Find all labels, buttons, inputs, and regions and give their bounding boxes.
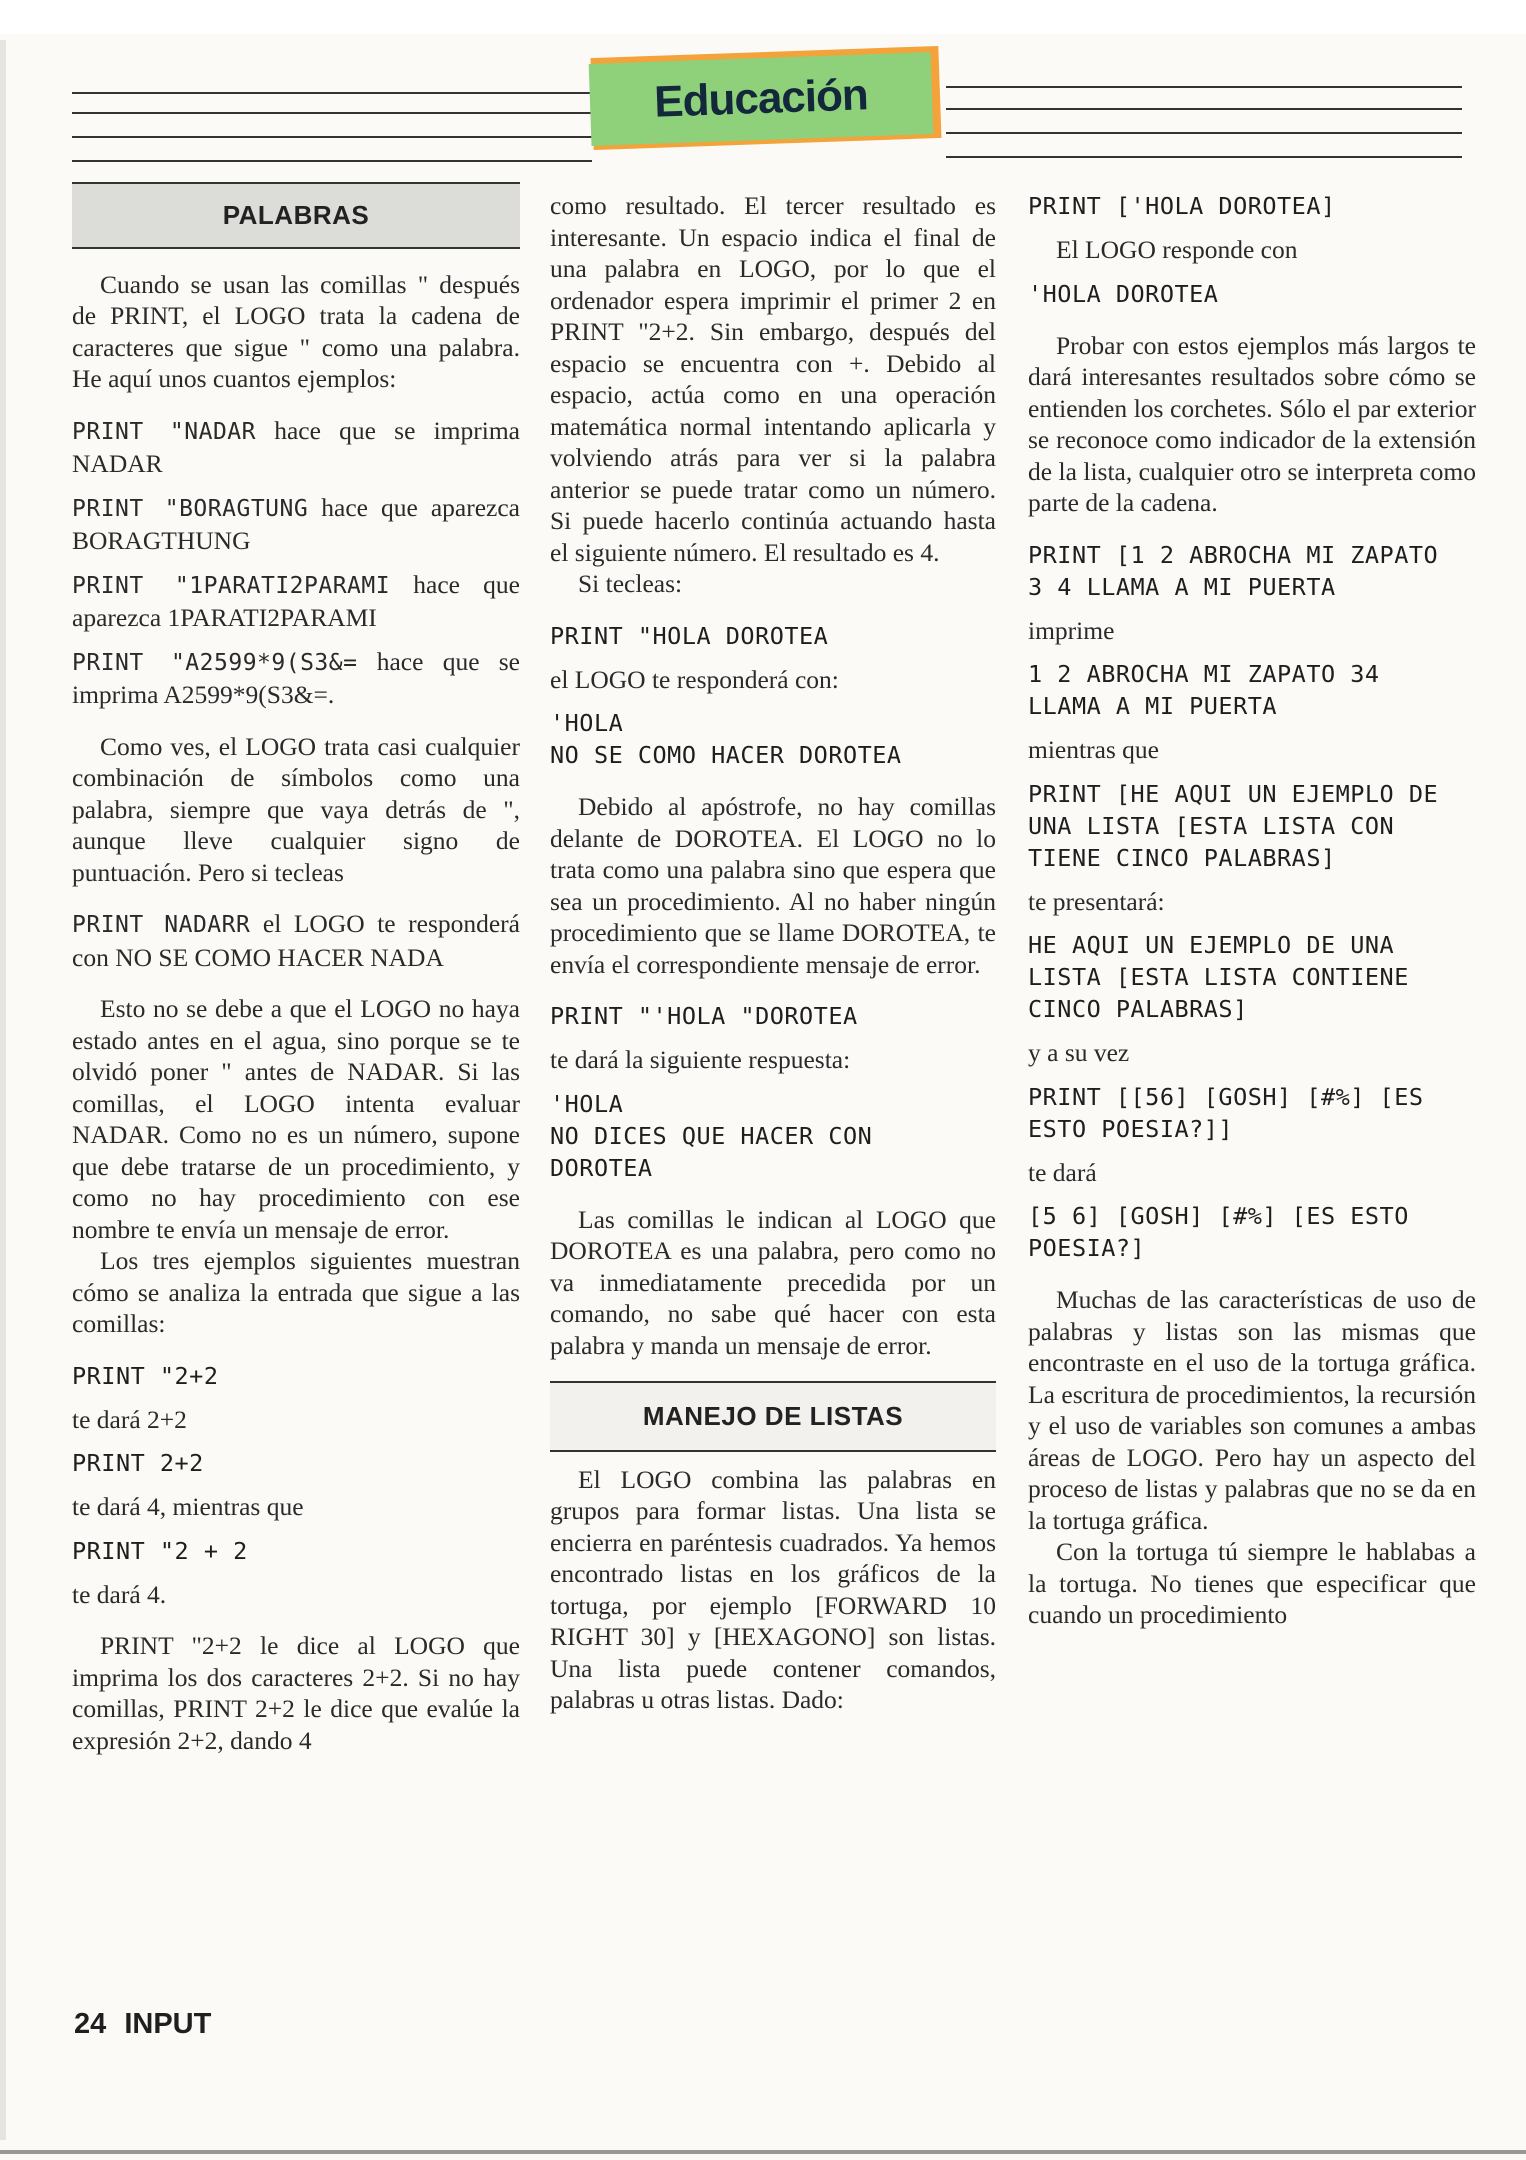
paragraph: Probar con estos ejemplos más largos te dará interesantes resultados sobre cómo se entienden los corchetes. Sólo el par exterior se reconoce como indicador de la extensión de la lista, cualquier otro se interpreta como parte de la cadena. (1028, 330, 1476, 517)
paragraph: te dará (1028, 1157, 1097, 1187)
code-block: PRINT "HOLA DOROTEA (550, 621, 829, 650)
paragraph: Los tres ejemplos siguientes muestran cómo se analiza la entrada que sigue a las comillas: (72, 1246, 520, 1338)
column-2 (550, 190, 996, 1716)
page-footer (74, 2008, 211, 2041)
paragraph: como resultado. El tercer resultado es interesante. Un espacio indica el final de una palabra en LOGO, por lo que el ordenador espera imprimir el primer 2 en PRINT "2+2. Sin embargo, después del espacio se encuentra con +. Debido al espacio, actúa como en una operación matemática normal intentando aplicarla y volviendo atrás para ver si la palabra anterior se puede tratar como un número. Si puede hacerlo continúa actuando hasta el siguiente número. El resultado es 4. (550, 191, 996, 567)
example-text: hace que aparezca 1PARATI2PARAMI (72, 569, 520, 632)
paragraph: Cuando se usan las comillas " después de PRINT, el LOGO trata la cadena de caracteres que sigue " como una palabra. He aquí unos cuantos ejemplos: (72, 269, 520, 393)
paragraph: Muchas de las características de uso de palabras y listas son las mismas que encontraste en el uso de la tortuga gráfica. La escritura de procedimientos, la recursión y el uso de variables son comunes a ambas áreas de LOGO. Pero hay un aspecto del proceso de listas y palabras que no se da en la tortuga gráfica. (1028, 1285, 1476, 1535)
paragraph: El LOGO combina las palabras en grupos para formar listas. Una lista se encierra en paréntesis cuadrados. Ya hemos encontrado listas en los gráficos de la tortuga, por ejemplo [FORWARD 10 RIGHT 30] y [HEXAGONO] son listas. Una lista puede contener comandos, palabras u otras listas. Dado: (550, 1464, 996, 1714)
example-line (72, 908, 520, 973)
code-block: PRINT 2+2 (72, 1449, 204, 1477)
header-rule (72, 112, 592, 114)
column-1 (72, 182, 520, 1756)
page-number: 24 (74, 2008, 107, 2040)
paragraph: te dará 4, mientras que (72, 1492, 304, 1521)
code-block: 'HOLA NO DICES QUE HACER CON DOROTEA (550, 1089, 873, 1182)
code-block: PRINT "2+2 (72, 1361, 219, 1390)
code-block: PRINT [1 2 ABROCHA MI ZAPATO 3 4 LLAMA A MI PUERTA (1028, 540, 1439, 601)
paragraph: Las comillas le indican al LOGO que DOROTEA es una palabra, pero como no va inmediatamente precedida por un comando, no sabe qué hacer con esta palabra y manda un mensaje de error. (550, 1204, 996, 1360)
header-rule (72, 92, 592, 94)
code-block: 'HOLA DOROTEA (1028, 279, 1219, 308)
section-header-title: Educación (653, 70, 869, 127)
code-block: [5 6] [GOSH] [#%] [ES ESTO POESIA?] (1028, 1202, 1409, 1262)
header-rule (946, 108, 1462, 110)
paragraph: te dará 2+2 (72, 1404, 187, 1434)
header-rule (946, 86, 1462, 88)
code-block: PRINT [[56] [GOSH] [#%] [ES ESTO POESIA?]] (1028, 1082, 1424, 1143)
code-block: HE AQUI UN EJEMPLO DE UNA LISTA [ESTA LISTA CONTIENE CINCO PALABRAS] (1028, 931, 1409, 1023)
paragraph: Como ves, el LOGO trata casi cualquier combinación de símbolos como una palabra, siempre que vaya detrás de ", aunque lleve cualquier signo de puntuación. Pero si tecleas (72, 731, 520, 887)
code-inline: PRINT "1PARATI2PARAMI (72, 572, 391, 599)
paragraph: el LOGO te responderá con: (550, 664, 839, 694)
code-inline: PRINT "A2599*9(S3&= (72, 649, 358, 676)
publication-name: INPUT (124, 2008, 212, 2040)
code-block: 'HOLA NO SE COMO HACER DOROTEA (550, 709, 902, 769)
paragraph: imprime (1028, 615, 1115, 645)
page-edge (0, 40, 6, 2140)
paragraph: Esto no se debe a que el LOGO no haya estado antes en el agua, sino porque se te olvidó poner " antes de NADAR. Si las comillas, el LOGO intenta evaluar NADAR. Como no es un número, supone que debe tratarse de un procedimiento, y como no hay procedimiento con ese nombre te envía un mensaje de error. (72, 994, 520, 1244)
example-line (72, 569, 520, 634)
paragraph: te dará 4. (72, 1579, 167, 1609)
bottom-edge (0, 2150, 1526, 2154)
example-line (72, 646, 520, 711)
header-tab (589, 52, 934, 146)
example-line (72, 492, 520, 557)
code-block: PRINT "'HOLA "DOROTEA (550, 1002, 858, 1030)
code-inline: PRINT NADARR (72, 912, 251, 938)
example-line (72, 415, 520, 480)
paragraph: Con la tortuga tú siempre le hablabas a la tortuga. No tienes que especificar que cuando un procedimiento (1028, 1537, 1476, 1629)
code-block: PRINT "2 + 2 (72, 1536, 248, 1565)
example-text: el LOGO te responderá con NO SE COMO HACER NADA (72, 909, 520, 972)
paragraph: El LOGO responde con (1056, 235, 1298, 264)
paragraph: PRINT "2+2 le dice al LOGO que imprima los dos caracteres 2+2. Si no hay comillas, PRINT 2+2 le dice que evalúe la expresión 2+2, dando 4 (72, 1631, 520, 1755)
paragraph: te dará la siguiente respuesta: (550, 1045, 851, 1074)
paragraph: Si tecleas: (578, 569, 683, 598)
top-margin (0, 0, 1526, 34)
code-block: 1 2 ABROCHA MI ZAPATO 34 LLAMA A MI PUERTA (1028, 660, 1380, 720)
example-text: hace que aparezca BORAGTHUNG (72, 492, 520, 555)
header-rule (72, 136, 592, 138)
code-block: PRINT ['HOLA DOROTEA] (1028, 192, 1336, 220)
example-text: hace que se imprima NADAR (72, 415, 520, 478)
paragraph: te presentará: (1028, 886, 1165, 916)
header-rule (72, 160, 592, 162)
code-inline: PRINT "NADAR (72, 418, 256, 445)
code-block: PRINT [HE AQUI UN EJEMPLO DE UNA LISTA [ESTA LISTA CON TIENE CINCO PALABRAS] (1028, 779, 1439, 872)
paragraph: mientras que (1028, 735, 1159, 764)
paragraph: y a su vez (1028, 1038, 1130, 1067)
example-text: hace que se imprima A2599*9(S3&=. (72, 646, 520, 709)
header-rule (946, 156, 1462, 158)
code-inline: PRINT "BORAGTUNG (72, 495, 309, 522)
section-heading-manejo-de-listas: MANEJO DE LISTAS (550, 1381, 996, 1452)
section-heading-palabras: PALABRAS (72, 182, 520, 249)
paragraph: Debido al apóstrofe, no hay comillas delante de DOROTEA. El LOGO no lo trata como una palabra sino que espera que sea un procedimiento. Al no haber ningún procedimiento que se llame DOROTEA, te envía el correspondiente mensaje de error. (550, 792, 996, 979)
column-3 (1028, 190, 1476, 1631)
header-rule (946, 132, 1462, 134)
